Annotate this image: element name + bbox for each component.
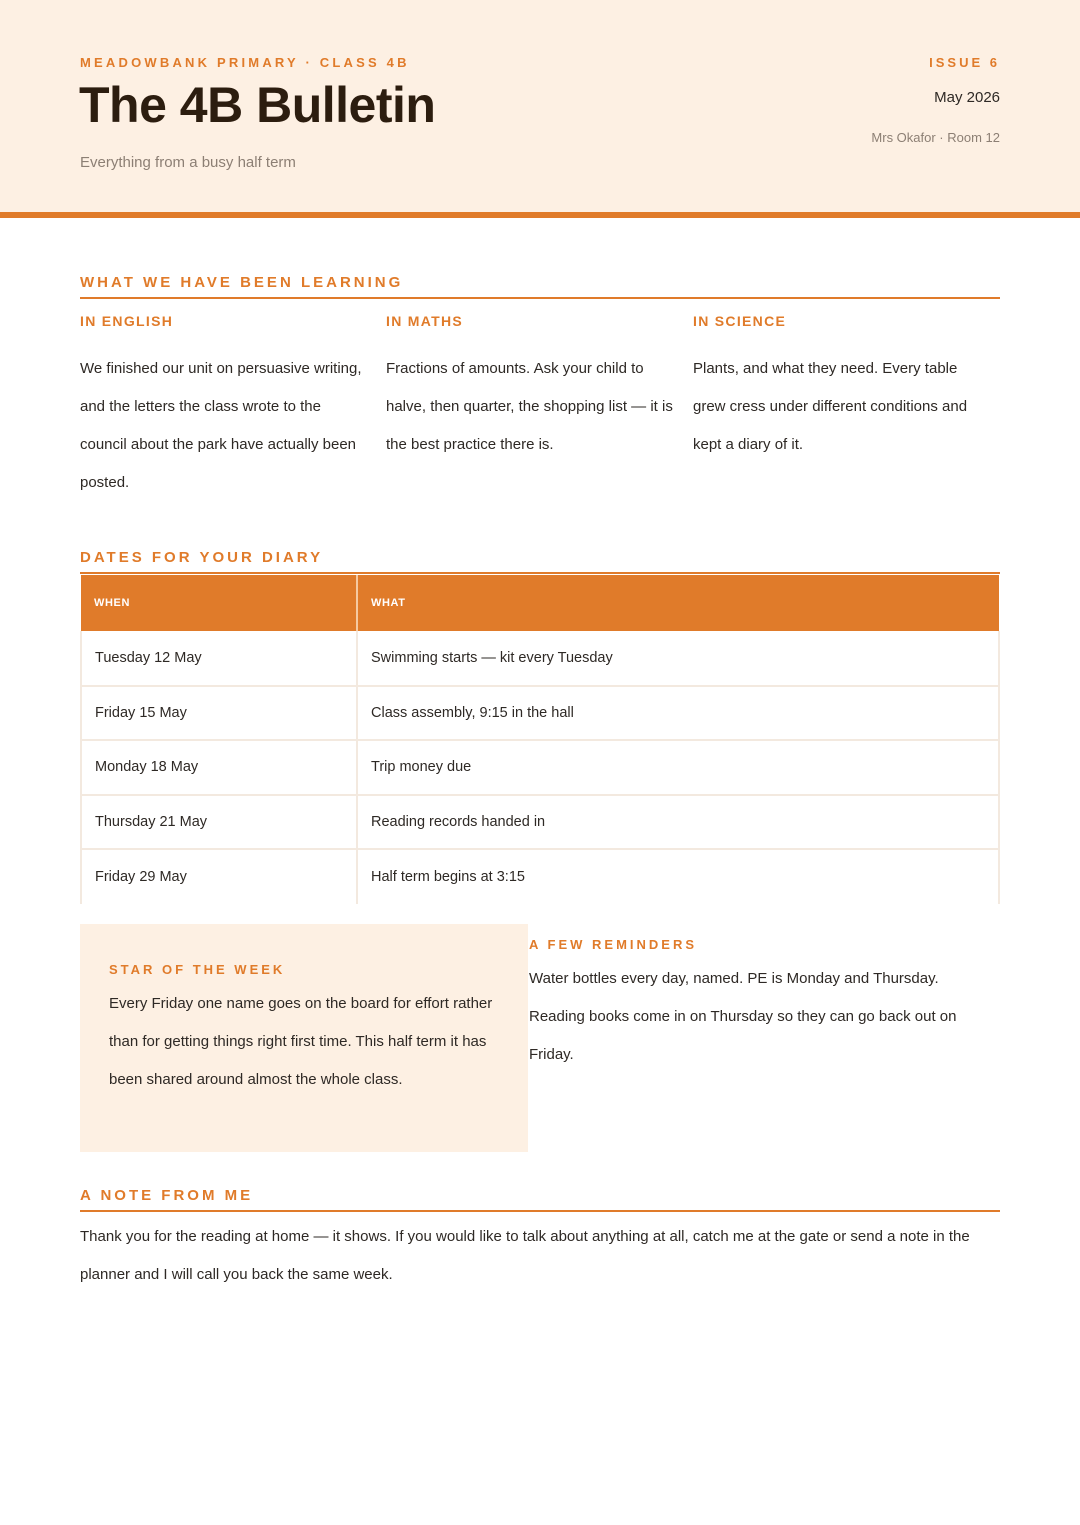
table-row bbox=[81, 686, 999, 741]
school-kicker: MEADOWBANK PRIMARY · CLASS 4B bbox=[80, 55, 410, 70]
issue-date: May 2026 bbox=[934, 89, 1000, 106]
diary-when: Friday 15 May bbox=[81, 686, 357, 741]
science-heading: IN SCIENCE bbox=[693, 313, 787, 329]
table-row bbox=[81, 849, 999, 904]
diary-header-row bbox=[81, 575, 999, 631]
diary-rule bbox=[80, 572, 1000, 574]
learning-column-english bbox=[80, 312, 370, 502]
maths-body: Fractions of amounts. Ask your child to halve, then quarter, the shopping list — it is the best practice there is. bbox=[386, 360, 673, 453]
diary-what: Trip money due bbox=[357, 740, 999, 795]
maths-heading: IN MATHS bbox=[386, 313, 464, 329]
diary-col-what: WHAT bbox=[357, 575, 999, 631]
table-row bbox=[81, 631, 999, 686]
teacher-room: Mrs Okafor · Room 12 bbox=[871, 130, 1000, 145]
learning-rule bbox=[80, 297, 1000, 299]
learning-heading: WHAT WE HAVE BEEN LEARNING bbox=[80, 274, 404, 291]
note-heading: A NOTE FROM ME bbox=[80, 1187, 254, 1204]
star-of-the-week-box bbox=[80, 924, 528, 1152]
table-row bbox=[81, 795, 999, 850]
reminders-body: Water bottles every day, named. PE is Monday and Thursday. Reading books come in on Thursday so they can go back out on Friday. bbox=[529, 970, 957, 1063]
english-body: We finished our unit on persuasive writing, and the letters the class wrote to the council about the park have actually been posted. bbox=[80, 360, 362, 491]
diary-col-when: WHEN bbox=[81, 575, 357, 631]
bulletin-subtitle: Everything from a busy half term bbox=[80, 154, 296, 171]
diary-when: Thursday 21 May bbox=[81, 795, 357, 850]
diary-heading: DATES FOR YOUR DIARY bbox=[80, 549, 324, 566]
science-body: Plants, and what they need. Every table grew cress under different conditions and kept a diary of it. bbox=[693, 360, 968, 453]
issue-number: ISSUE 6 bbox=[929, 55, 1000, 70]
note-body: Thank you for the reading at home — it shows. If you would like to talk about anything at all, catch me at the gate or send a note in the planner and I will call you back the same week. bbox=[80, 1228, 970, 1283]
learning-column-science bbox=[693, 312, 983, 464]
reminders-heading: A FEW REMINDERS bbox=[529, 937, 698, 952]
diary-table bbox=[80, 575, 1000, 904]
table-row bbox=[81, 740, 999, 795]
diary-what: Reading records handed in bbox=[357, 795, 999, 850]
star-body: Every Friday one name goes on the board for effort rather than for getting things right first time. This half term it has been shared around almost the whole class. bbox=[109, 995, 493, 1088]
diary-what: Half term begins at 3:15 bbox=[357, 849, 999, 904]
bulletin-title: The 4B Bulletin bbox=[79, 77, 436, 133]
note-rule bbox=[80, 1210, 1000, 1212]
learning-column-maths bbox=[386, 312, 676, 464]
english-heading: IN ENGLISH bbox=[80, 313, 174, 329]
diary-what: Class assembly, 9:15 in the hall bbox=[357, 686, 999, 741]
masthead-rule bbox=[0, 212, 1080, 218]
diary-what: Swimming starts — kit every Tuesday bbox=[357, 631, 999, 686]
diary-when: Monday 18 May bbox=[81, 740, 357, 795]
diary-when: Friday 29 May bbox=[81, 849, 357, 904]
star-heading: STAR OF THE WEEK bbox=[109, 962, 286, 977]
reminders-section bbox=[529, 937, 989, 1074]
diary-when: Tuesday 12 May bbox=[81, 631, 357, 686]
